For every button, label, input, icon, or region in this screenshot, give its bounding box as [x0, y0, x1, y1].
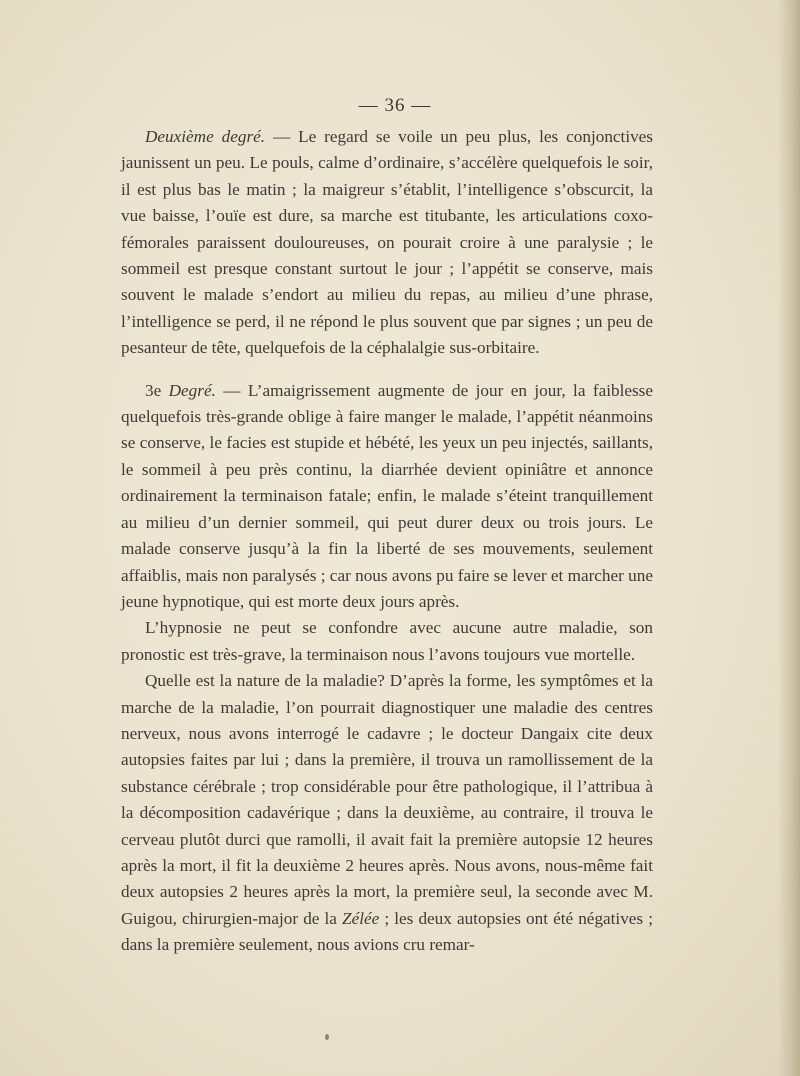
body-text: [121, 124, 653, 959]
paragraph-heading: Degré.: [168, 380, 216, 400]
paragraph-text-continued: ; les deux autopsies ont été négatives ; dans la première seulement, nous avions cru remar-: [121, 908, 653, 955]
paragraph-text: L’hypnosie ne peut se confondre avec aucune autre maladie, son pronostic est très-grave, la terminaison nous l’avons toujours vue mortelle.: [121, 618, 653, 664]
paragraph-text: Quelle est la nature de la maladie? D’après la forme, les symptômes et la marche de la maladie, l’on pourrait diagnostiquer une maladie des centres nerveux, nous avons interrogé le cadavre ; le docteur Dangaix cite deux autopsies faites par lui ; dans la première, il trouva un ramollissement de la substance cérébrale ; trop considérable pour être pathologique, il l’attribua à la décomposition cadavérique ; dans la deuxième, au contraire, il trouva le cerveau plutôt durci que ramolli, il avait fait la première autopsie 12 heures après la mort, il fit la deuxième 2 heures après. Nous avons, nous-même fait deux autopsies 2 heures après la mort, la première seul, la seconde avec M. Guigou, chirurgien-major de la: [121, 671, 653, 928]
paragraph-number: 3e: [145, 380, 169, 400]
paragraph-heading: Deuxième degré.: [145, 127, 266, 146]
page-edge-shadow: [778, 0, 800, 1076]
page-number: — 36 —: [358, 95, 432, 116]
paragraph-troisieme-degre: [121, 378, 653, 616]
paragraph-text: — Le regard se voile un peu plus, les conjonctives jaunissent un peu. Le pouls, calme d’ordinaire, s’accélère quelquefois le soir, il est plus bas le matin ; la maigreur s’établit, l’intelligence s’obscurcit, la vue baisse, l’ouïe est dure, sa marche est titubante, les articulations coxo-fémorales paraissent douloureuses, on pourait croire à une paralysie ; le sommeil est presque constant surtout le jour ; l’appétit se conserve, mais souvent le malade s’endort au milieu du repas, au milieu d’une phrase, l’intelligence se perd, il ne répond le plus souvent que par signes ; un peu de pesanteur de tête, quelquefois de la céphalalgie sus-orbitaire.: [121, 127, 654, 358]
paragraph-pronostic: [121, 615, 653, 668]
paragraph-text: — L’amaigrissement augmente de jour en jour, la faiblesse quelquefois très-grande oblige à faire manger le malade, l’appétit néanmoins se conserve, le facies est stupide et hébété, les yeux un peu injectés, saillants, le sommeil à peu près continu, la diarrhée devient opiniâtre et annonce ordinairement la terminaison fatale; enfin, le malade s’éteint tranquillement au milieu d’un dernier sommeil, qui peut durer deux ou trois jours. Le malade conserve jusqu’à la fin la liberté de ses mouvements, seulement affaiblis, mais non paralysés ; car nous avons pu faire se lever et marcher une jeune hypnotique, qui est morte deux jours après.: [121, 380, 653, 611]
paragraph-nature-maladie: [121, 668, 653, 958]
ship-name: Zélée: [342, 908, 380, 928]
ink-speck: [325, 1034, 329, 1040]
paragraph-deuxieme-degre: [121, 124, 653, 362]
